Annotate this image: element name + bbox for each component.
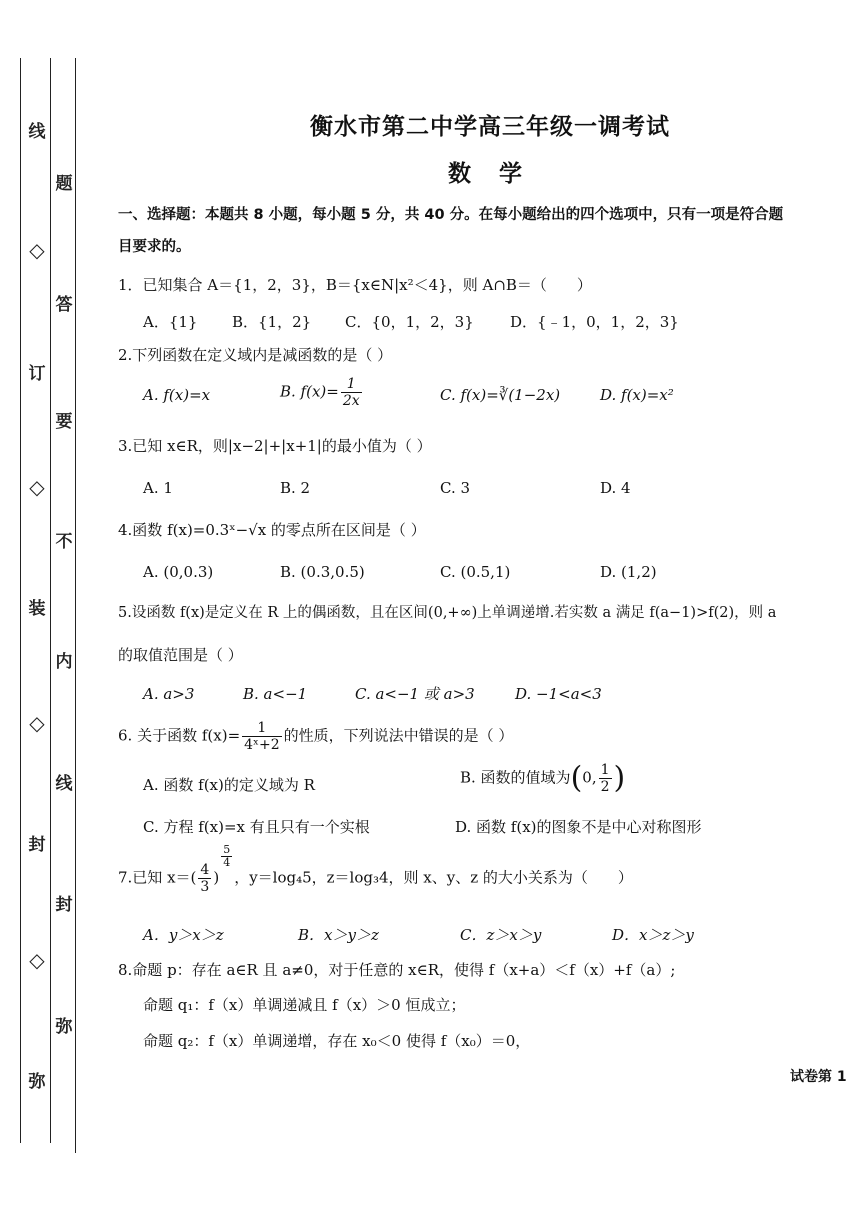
fraction-numerator: 5: [223, 843, 231, 856]
q2-option-b-fraction: [341, 376, 362, 409]
binding-diamond: ◇: [29, 948, 45, 972]
q2-option-d: D. f(x)=x²: [600, 386, 674, 404]
binding-line-middle: [50, 58, 51, 1143]
q7-stem-pre: 7.已知 x＝(: [118, 868, 197, 887]
question-6-stem: [118, 720, 513, 753]
q1-option-b: B．{1，2}: [232, 313, 312, 331]
q6-option-d: D. 函数 f(x)的图象不是中心对称图形: [455, 818, 702, 836]
q2-option-b: [280, 376, 364, 409]
q6-function-fraction: [242, 720, 281, 753]
q6-option-b-label: B. 函数的值域为: [460, 768, 571, 787]
binding-char-mi: 弥: [28, 1072, 46, 1092]
binding-inner-nei: 内: [55, 652, 73, 672]
q5-option-b: B. a<−1: [243, 685, 308, 703]
binding-char-xian: 线: [28, 122, 46, 142]
q5-option-c: C. a<−1 或 a>3: [355, 685, 475, 703]
q1-option-a: A．{1}: [143, 313, 198, 331]
q2-option-c: C. f(x)=∛(1−2x): [440, 386, 561, 404]
binding-char-feng: 封: [28, 835, 46, 855]
question-5-stem: 5.设函数 f(x)是定义在 R 上的偶函数，且在区间(0,+∞)上单调递增.若实数 a 满足 f(a−1)>f(2)，则 a: [118, 605, 777, 621]
q1-option-c: C．{0，1，2，3}: [345, 313, 474, 331]
fraction-denominator: 4ˣ+2: [244, 737, 280, 753]
exam-subject: 数 学: [447, 161, 532, 187]
fraction-denominator: 3: [200, 879, 210, 895]
q3-option-a: A. 1: [143, 479, 173, 497]
q4-option-a: A. (0,0.3): [143, 563, 214, 581]
q6-stem-pre: 6. 关于函数 f(x)=: [118, 726, 241, 745]
binding-diamond: ◇: [29, 475, 45, 499]
q6-stem-post: 的性质，下列说法中错误的是（ ）: [283, 726, 514, 745]
fraction-numerator: 1: [341, 376, 362, 393]
q7-exponent-fraction: [221, 844, 232, 869]
q7-option-a: A．y＞x＞z: [143, 926, 224, 944]
q7-option-d: D．x＞z＞y: [612, 926, 694, 944]
binding-inner-da: 答: [55, 295, 73, 315]
q6-option-b-fraction: [599, 762, 612, 795]
q4-option-c: C. (0.5,1): [440, 563, 511, 581]
binding-inner-feng: 封: [55, 895, 73, 915]
binding-diamond: ◇: [29, 238, 45, 262]
binding-char-zhuang: 装: [28, 599, 46, 619]
fraction-numerator: 1: [600, 762, 610, 778]
question-7-stem: 7.已知 x＝( $\frac{4}{3}$ ) $\frac{5}{4}$ ，y＝log₄5，z＝log₃4，则 x、y、z 的大小关系为（ ）: [118, 843, 633, 895]
q3-option-d: D. 4: [600, 479, 631, 497]
question-3-stem: 3.已知 x∈R，则|x−2|+|x+1|的最小值为（ ）: [118, 437, 432, 455]
q4-option-d: D. (1,2): [600, 563, 657, 581]
q8-proposition-q2: 命题 q₂：f（x）单调递增，存在 x₀＜0 使得 f（x₀）＝0，: [143, 1032, 531, 1050]
question-5-stem-cont: 的取值范围是（ ）: [118, 646, 243, 664]
q5-option-d: D. −1<a<3: [515, 685, 602, 703]
binding-inner-yao: 要: [55, 412, 73, 432]
section-instruction: 一、选择题：本题共 8 小题，每小题 5 分，共 40 分。在每小题给出的四个选项中，只有一项是符合题: [118, 207, 784, 223]
fraction-denominator: 2: [600, 779, 610, 795]
binding-inner-ti: 题: [55, 174, 73, 194]
q2-option-a: A. f(x)=x: [143, 386, 211, 404]
page-number: 试卷第 1: [790, 1069, 847, 1085]
exam-title: 衡水市第二中学高三年级一调考试: [310, 114, 670, 140]
q7-option-c: C．z＞x＞y: [460, 926, 542, 944]
binding-inner-mi: 弥: [55, 1017, 73, 1037]
q6-option-b: [460, 762, 625, 795]
q5-option-a: A. a>3: [143, 685, 195, 703]
fraction-numerator: 1: [242, 720, 281, 737]
question-2-stem: 2.下列函数在定义域内是减函数的是（ ）: [118, 346, 393, 364]
binding-char-ding: 订: [28, 364, 46, 384]
q7-stem-post: ，y＝log₄5，z＝log₃4，则 x、y、z 的大小关系为（ ）: [234, 868, 633, 887]
q7-option-b: B．x＞y＞z: [298, 926, 379, 944]
binding-diamond: ◇: [29, 711, 45, 735]
close-paren-icon: ): [613, 760, 626, 796]
question-4-stem: 4.函数 f(x)=0.3ˣ−√x 的零点所在区间是（ ）: [118, 521, 426, 539]
fraction-denominator: 4: [223, 856, 231, 869]
q2-option-b-label: B. f(x)=: [280, 382, 339, 401]
binding-line-right: [75, 58, 76, 1153]
q6-interval-left: 0,: [582, 768, 597, 787]
q1-option-d: D．{﹣1，0，1，2，3}: [510, 313, 679, 331]
question-1-stem: 1．已知集合 A＝{1，2，3}，B＝{x∈N|x²＜4}，则 A∩B＝（ ）: [118, 276, 592, 294]
open-paren-icon: (: [570, 760, 583, 796]
q6-option-c: C. 方程 f(x)=x 有且只有一个实根: [143, 818, 370, 836]
q3-option-b: B. 2: [280, 479, 311, 497]
q4-option-b: B. (0.3,0.5): [280, 563, 365, 581]
binding-inner-xian: 线: [55, 774, 73, 794]
q7-base-fraction: [198, 862, 211, 895]
question-8-stem: 8.命题 p：存在 a∈R 且 a≠0，对于任意的 x∈R，使得 f（x+a）＜f（x）+f（a）;: [118, 961, 676, 979]
binding-inner-bu: 不: [55, 532, 73, 552]
section-instruction-cont: 目要求的。: [118, 239, 191, 255]
q8-proposition-q1: 命题 q₁：f（x）单调递减且 f（x）＞0 恒成立；: [143, 996, 466, 1014]
binding-line-left: [20, 58, 21, 1143]
q3-option-c: C. 3: [440, 479, 471, 497]
q6-option-a: A. 函数 f(x)的定义域为 R: [143, 776, 315, 794]
fraction-denominator: 2x: [342, 393, 360, 409]
fraction-numerator: 4: [200, 862, 210, 878]
